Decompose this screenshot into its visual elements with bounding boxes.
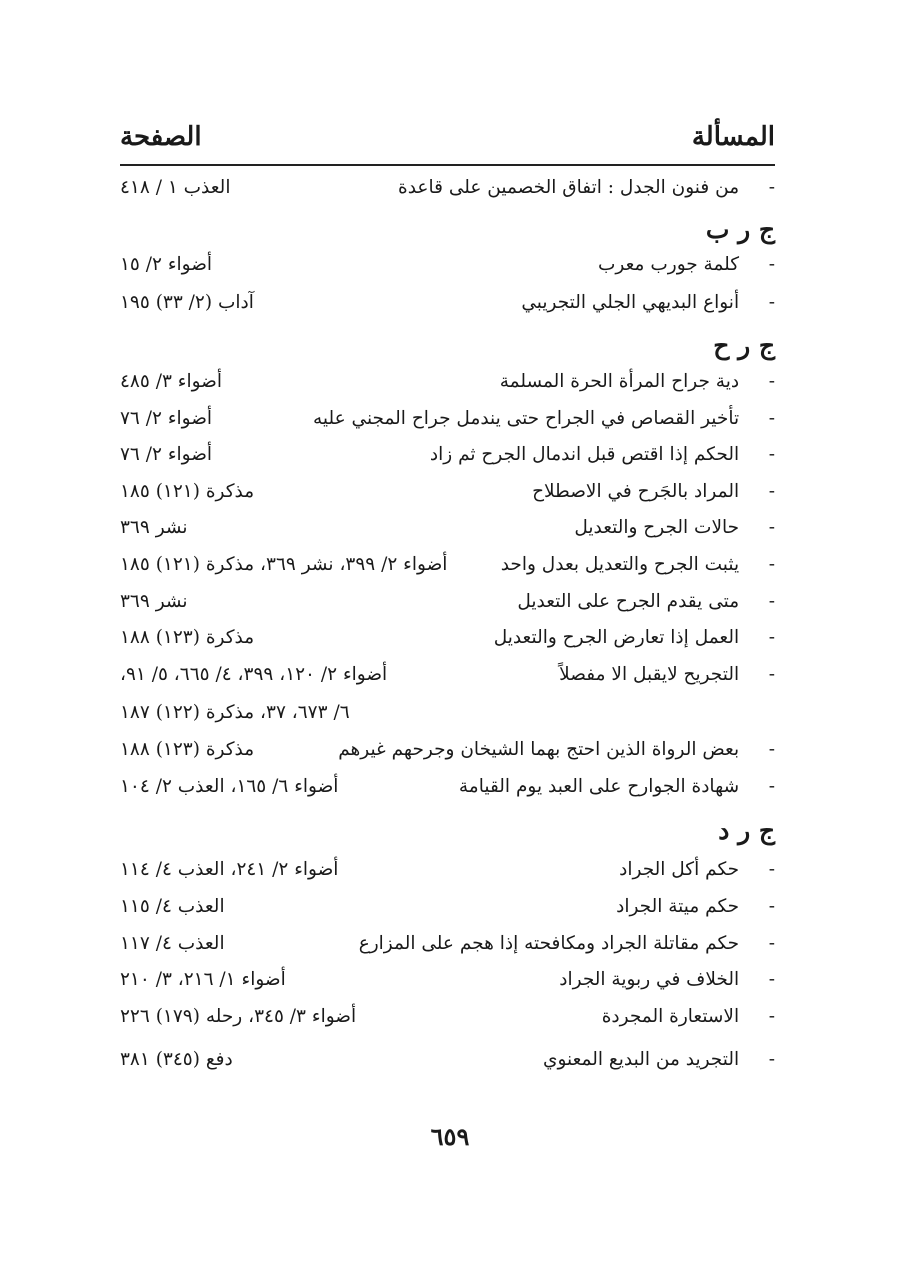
entry-reference: دفع (٣٤٥) ٣٨١ — [120, 1049, 233, 1070]
entry-topic: - الاستعارة المجردة — [601, 1006, 775, 1027]
entry-topic: - متى يقدم الجرح على التعديل — [517, 591, 775, 612]
entry-reference: أضواء ٢/ ٢٤١، العذب ٤/ ١١٤ — [120, 859, 339, 880]
entry-reference: أضواء ٢/ ٧٦ — [120, 408, 213, 429]
list-item — [120, 620, 775, 656]
entry-topic: - الخلاف في ربوية الجراد — [559, 969, 775, 990]
header-page-label: الصفحة — [120, 122, 202, 152]
entry-reference: العذب ١ / ٤١٨ — [120, 177, 231, 198]
list-item — [120, 247, 775, 283]
entry-topic: - دية جراح المرأة الحرة المسلمة — [499, 371, 775, 392]
list-item — [120, 889, 775, 925]
list-item — [120, 926, 775, 962]
list-item — [120, 401, 775, 437]
entry-topic: - تأخير القصاص في الجراح حتى يندمل جراح المجني عليه — [312, 408, 775, 429]
entry-reference: أضواء ٣/ ٤٨٥ — [120, 371, 223, 392]
list-item — [120, 769, 775, 805]
entry-reference: مذكرة (١٢١) ١٨٥ — [120, 481, 255, 502]
entry-reference: أضواء ١/ ٢١٦، ٣/ ٢١٠ — [120, 969, 286, 990]
list-item — [120, 285, 775, 321]
entry-reference: العذب ٤/ ١١٧ — [120, 933, 225, 954]
page-number: ٦٥٩ — [430, 1122, 470, 1151]
list-item — [120, 999, 775, 1035]
entry-topic: - حكم أكل الجراد — [619, 859, 775, 880]
list-item — [120, 657, 775, 693]
column-header — [120, 118, 775, 166]
list-item — [120, 170, 775, 206]
list-item — [120, 1042, 775, 1078]
entry-reference: نشر ٣٦٩ — [120, 517, 188, 538]
list-item — [120, 547, 775, 583]
list-item — [120, 364, 775, 400]
header-topic-label: المسألة — [691, 122, 775, 152]
entry-topic: - يثبت الجرح والتعديل بعدل واحد — [500, 554, 775, 575]
entry-topic: - كلمة جورب معرب — [598, 254, 775, 275]
entry-reference: العذب ٤/ ١١٥ — [120, 896, 225, 917]
entry-reference: أضواء ٢/ ١٢٠، ٣٩٩، ٤/ ٦٦٥، ٥/ ٩١، — [120, 664, 388, 685]
list-item — [120, 510, 775, 546]
entry-topic: - حكم مقاتلة الجراد ومكافحته إذا هجم على المزارع — [358, 933, 775, 954]
entry-topic: - حالات الجرح والتعديل — [574, 517, 775, 538]
list-item — [120, 852, 775, 888]
entry-reference: مذكرة (١٢٣) ١٨٨ — [120, 627, 255, 648]
entry-topic: - شهادة الجوارح على العبد يوم القيامة — [458, 776, 775, 797]
entry-topic: - المراد بالجَرح في الاصطلاح — [532, 481, 775, 502]
entry-reference: أضواء ٣/ ٣٤٥، رحله (١٧٩) ٢٢٦ — [120, 1006, 357, 1027]
entry-topic: - أنواع البديهي الجلي التجريبي — [521, 292, 775, 313]
entry-reference: أضواء ٦/ ١٦٥، العذب ٢/ ١٠٤ — [120, 776, 339, 797]
entry-topic: - التجريد من البديع المعنوي — [543, 1049, 775, 1070]
entry-reference: أضواء ٢/ ٣٩٩، نشر ٣٦٩، مذكرة (١٢١) ١٨٥ — [120, 554, 448, 575]
entry-topic: - من فنون الجدل : اتفاق الخصمين على قاعدة — [398, 177, 775, 198]
list-item — [120, 732, 775, 768]
entry-reference-continued: ٦/ ٦٧٣، ٣٧، مذكرة (١٢٢) ١٨٧ — [120, 702, 350, 723]
entry-reference: مذكرة (١٢٣) ١٨٨ — [120, 739, 255, 760]
entry-topic: - العمل إذا تعارض الجرح والتعديل — [493, 627, 775, 648]
entry-reference: أضواء ٢/ ٧٦ — [120, 444, 213, 465]
list-item-continuation — [120, 695, 775, 731]
section-heading: ج ر ح — [713, 331, 775, 360]
entry-reference: نشر ٣٦٩ — [120, 591, 188, 612]
entry-topic: - حكم ميتة الجراد — [616, 896, 775, 917]
list-item — [120, 437, 775, 473]
list-item — [120, 584, 775, 620]
list-item — [120, 474, 775, 510]
entry-topic: - الحكم إذا اقتص قبل اندمال الجرح ثم زاد — [429, 444, 775, 465]
section-heading: ج ر د — [718, 816, 775, 845]
list-item — [120, 962, 775, 998]
entry-topic: - التجريح لايقبل الا مفصلاً — [559, 664, 775, 685]
entry-reference: أضواء ٢/ ١٥ — [120, 254, 213, 275]
entry-reference: آداب (٢/ ٣٣) ١٩٥ — [120, 292, 254, 313]
section-heading: ج ر ب — [705, 215, 775, 244]
entry-topic: - بعض الرواة الذين احتج بهما الشيخان وجرحهم غيرهم — [338, 739, 775, 760]
